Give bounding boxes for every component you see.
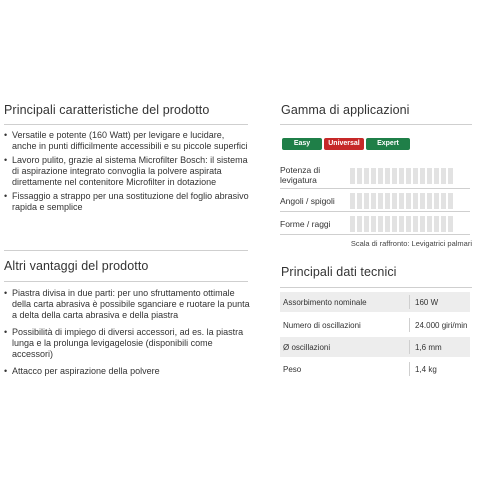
rating-segment <box>406 193 411 209</box>
features-bottom-divider <box>4 250 248 251</box>
tech-key: Numero di oscillazioni <box>283 321 361 330</box>
rating-segment <box>406 168 411 184</box>
rating-segment <box>420 168 425 184</box>
application-row-shapes <box>280 214 470 235</box>
rating-segment <box>427 168 432 184</box>
rating-segment <box>371 193 376 209</box>
tech-value: 1,6 mm <box>415 343 442 352</box>
scale-note: Scala di raffronto: Levigatrici palmari <box>350 239 472 248</box>
application-label: Potenza di levigatura <box>280 165 321 185</box>
tech-separator <box>409 340 410 354</box>
applications-divider <box>280 124 472 125</box>
level-easy-badge: Easy <box>282 138 322 150</box>
rating-segment <box>441 168 446 184</box>
rating-segment <box>420 193 425 209</box>
rating-segment <box>413 216 418 232</box>
applications-heading: Gamma di applicazioni <box>281 103 410 117</box>
rating-segment <box>364 168 369 184</box>
rating-segment <box>406 216 411 232</box>
rating-segment <box>399 168 404 184</box>
features-divider <box>4 124 248 125</box>
rating-segment <box>371 216 376 232</box>
rating-segment <box>357 216 362 232</box>
rating-segment <box>385 168 390 184</box>
rating-segment <box>427 216 432 232</box>
rating-segment <box>399 193 404 209</box>
tech-value: 1,4 kg <box>415 365 437 374</box>
tech-heading: Principali dati tecnici <box>281 265 397 279</box>
rating-segment <box>399 216 404 232</box>
rating-segment <box>420 216 425 232</box>
rating-segment <box>441 193 446 209</box>
rating-segment <box>378 193 383 209</box>
rating-bars <box>350 168 453 184</box>
advantages-divider <box>4 281 248 282</box>
rating-segment <box>448 168 453 184</box>
rating-segment <box>413 168 418 184</box>
tech-row <box>280 337 470 357</box>
rating-segment <box>385 216 390 232</box>
rating-segment <box>350 168 355 184</box>
feature-item: • Versatile e potente (160 Watt) per levigare e lucidare, anche in punti difficilmente accessibili e su piccole superfici <box>4 130 250 152</box>
application-row-corners <box>280 191 470 212</box>
tech-key: Ø oscillazioni <box>283 343 331 352</box>
rating-segment <box>392 168 397 184</box>
tech-row <box>280 359 470 379</box>
rating-segment <box>371 168 376 184</box>
rating-segment <box>392 216 397 232</box>
tech-separator <box>409 362 410 376</box>
rating-segment <box>434 216 439 232</box>
tech-row <box>280 292 470 312</box>
rating-segment <box>378 168 383 184</box>
rating-segment <box>413 193 418 209</box>
rating-segment <box>434 193 439 209</box>
tech-divider <box>280 287 472 288</box>
tech-value: 24.000 giri/min <box>415 321 468 330</box>
tech-separator <box>409 318 410 332</box>
feature-item: • Fissaggio a strappo per una sostituzione del foglio abrasivo rapida e semplice <box>4 191 250 213</box>
feature-item: • Lavoro pulito, grazie al sistema Microfilter Bosch: il sistema di aspirazione integrato convoglia la polvere aspirata direttamente nel contenitore Microfilter in dotazione <box>4 155 250 188</box>
tech-row <box>280 315 470 335</box>
rating-segment <box>448 216 453 232</box>
rating-segment <box>364 216 369 232</box>
rating-segment <box>350 193 355 209</box>
rating-bars <box>350 193 453 209</box>
advantage-item: • Piastra divisa in due parti: per uno sfruttamento ottimale della carta abrasiva è possibile sganciare e ruotare la punta a delta della carta abrasiva e della piastra <box>4 288 250 321</box>
application-label: Angoli / spigoli <box>280 196 335 206</box>
rating-segment <box>441 216 446 232</box>
tech-key: Assorbimento nominale <box>283 298 367 307</box>
rating-segment <box>357 193 362 209</box>
rating-segment <box>357 168 362 184</box>
rating-segment <box>350 216 355 232</box>
rating-segment <box>364 193 369 209</box>
advantage-item: • Possibilità di impiego di diversi accessori, ad es. la piastra lunga e la prolunga levigagelosie (disponibili come accessori) <box>4 327 250 360</box>
level-expert-badge: Expert <box>366 138 410 150</box>
application-label: Forme / raggi <box>280 219 331 229</box>
level-universal-badge: Universal <box>324 138 364 150</box>
advantage-item: • Attacco per aspirazione della polvere <box>4 366 250 377</box>
rating-segment <box>427 193 432 209</box>
rating-segment <box>378 216 383 232</box>
advantages-heading: Altri vantaggi del prodotto <box>4 259 149 273</box>
features-list <box>4 130 250 216</box>
features-heading: Principali caratteristiche del prodotto <box>4 103 210 117</box>
advantages-list <box>4 288 250 380</box>
rating-segment <box>448 193 453 209</box>
tech-separator <box>409 295 410 309</box>
application-row-power <box>280 164 470 189</box>
tech-value: 160 W <box>415 298 439 307</box>
rating-segment <box>392 193 397 209</box>
rating-segment <box>385 193 390 209</box>
tech-key: Peso <box>283 365 302 374</box>
rating-segment <box>434 168 439 184</box>
rating-bars <box>350 216 453 232</box>
